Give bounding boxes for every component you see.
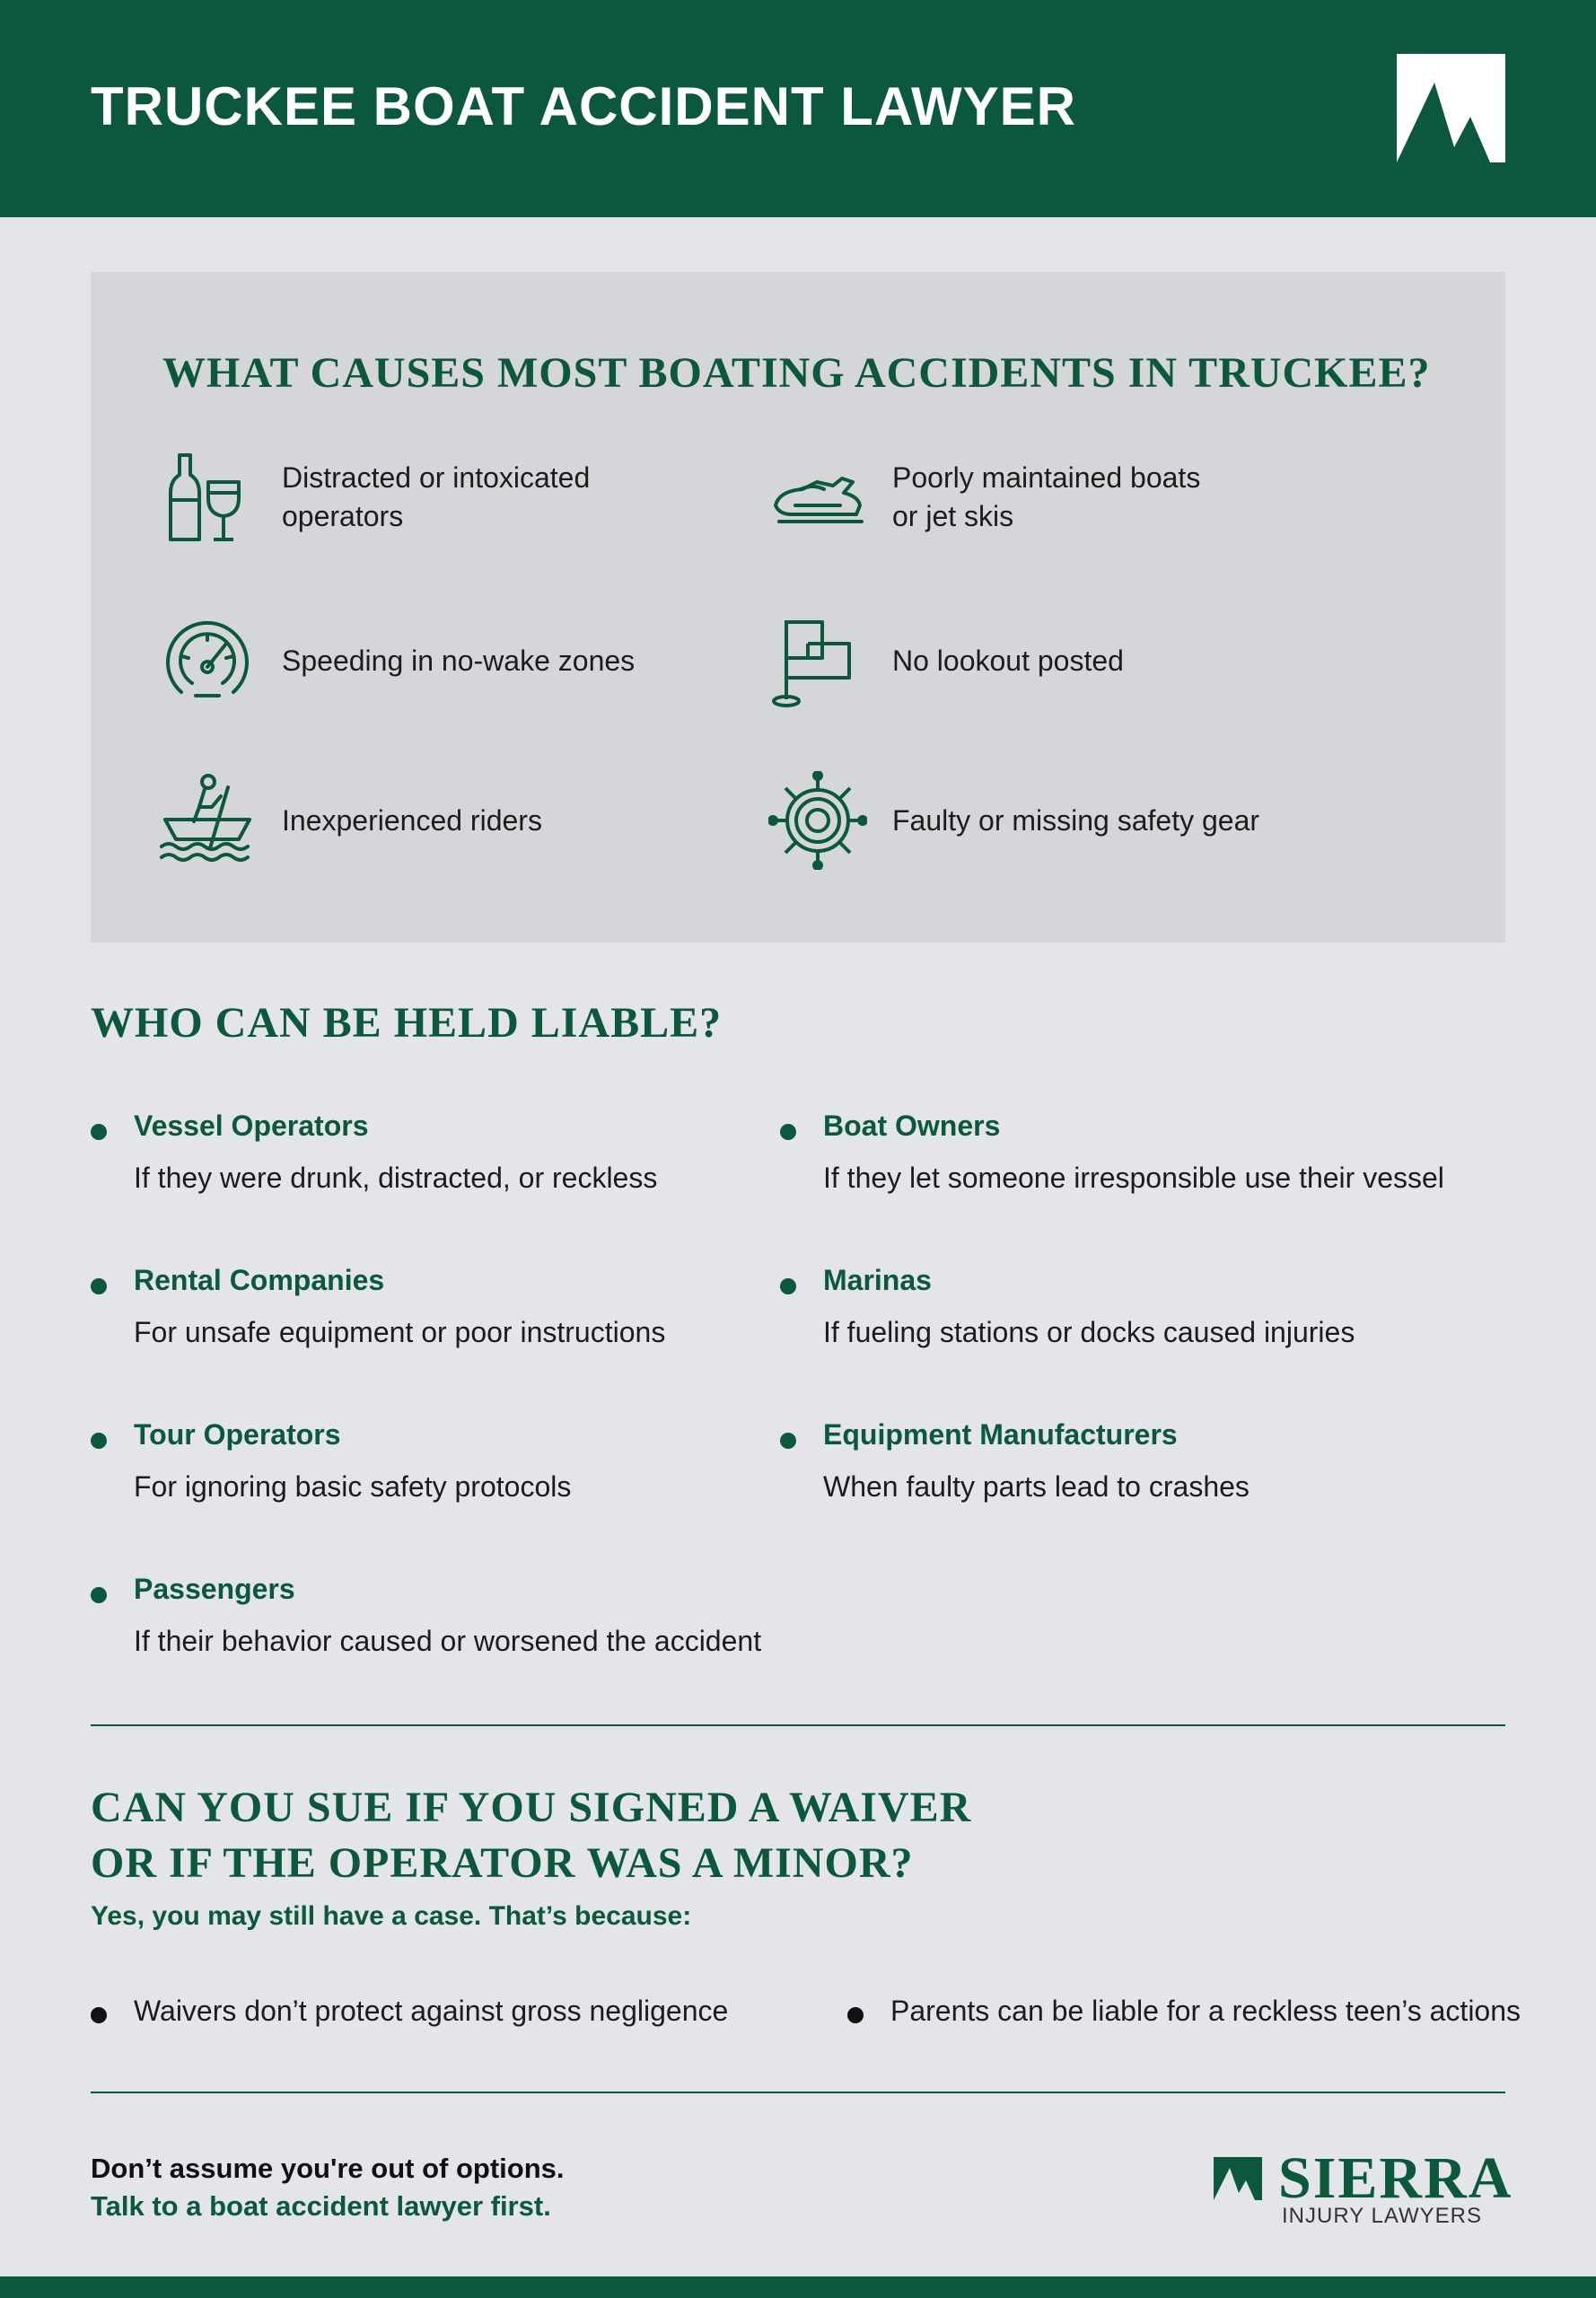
mountain-logo-icon: [1214, 2157, 1262, 2200]
bullet-dot: [91, 1587, 107, 1603]
liable-desc: If they let someone irresponsible use their vessel: [823, 1162, 1444, 1194]
cause-item: [768, 448, 1200, 547]
page-title: TRUCKEE BOAT ACCIDENT LAWYER: [91, 76, 1076, 136]
liable-title: Equipment Manufacturers: [823, 1418, 1178, 1451]
liable-desc: For ignoring basic safety protocols: [134, 1470, 572, 1503]
footer-bar: [0, 2276, 1596, 2298]
ship-wheel-icon: [768, 771, 867, 870]
liable-title: Boat Owners: [823, 1110, 1001, 1142]
cause-item: [768, 771, 1259, 870]
bullet-dot: [91, 1433, 107, 1449]
brand-logo: [1214, 2145, 1513, 2231]
cause-text: Inexperienced riders: [282, 803, 542, 837]
liable-desc: If fueling stations or docks caused injuries: [823, 1316, 1355, 1348]
waiver-heading: CAN YOU SUE IF YOU SIGNED A WAIVER OR IF THE OPERATOR WAS A MINOR?: [91, 1784, 972, 1887]
liable-desc: If they were drunk, distracted, or reckless: [134, 1162, 658, 1194]
header-banner: [0, 0, 1596, 217]
bullet-dot: [91, 1124, 107, 1140]
mountain-logo-icon: [1397, 54, 1505, 162]
cause-text: Distracted or intoxicated operators: [282, 461, 591, 532]
bullet-dot: [780, 1124, 796, 1140]
bullet-dot: [780, 1278, 796, 1294]
footer-callout: Don’t assume you're out of options.: [91, 2153, 565, 2184]
section-divider: [91, 1724, 1505, 1726]
cause-text: Faulty or missing safety gear: [892, 803, 1260, 837]
bullet-dot: [91, 1278, 107, 1294]
liable-title: Tour Operators: [134, 1418, 341, 1451]
cause-text: Speeding in no-wake zones: [282, 644, 636, 677]
cause-item: [158, 771, 542, 870]
bottle-glass-icon: [158, 448, 257, 547]
cause-text: No lookout posted: [892, 644, 1124, 677]
cause-item: [158, 611, 635, 710]
causes-panel: [91, 272, 1505, 943]
liable-title: Rental Companies: [134, 1264, 385, 1296]
liable-desc: When faulty parts lead to crashes: [823, 1470, 1250, 1503]
brand-name: SIERRA: [1278, 2145, 1513, 2211]
liable-title: Vessel Operators: [134, 1110, 369, 1142]
rowboat-icon: [158, 771, 257, 870]
bullet-dot: [91, 2007, 107, 2023]
causes-heading: WHAT CAUSES MOST BOATING ACCIDENTS IN TRUCKEE?: [162, 349, 1431, 397]
liable-title: Passengers: [134, 1573, 295, 1605]
brand-tagline: INJURY LAWYERS: [1282, 2204, 1482, 2228]
flag-icon: [768, 611, 867, 710]
speedometer-icon: [158, 611, 257, 710]
waiver-subheading: Yes, you may still have a case. That’s because:: [91, 1901, 692, 1931]
section-divider: [91, 2092, 1505, 2093]
cause-item: [158, 448, 590, 547]
cause-item: [768, 611, 1124, 710]
liable-heading: WHO CAN BE HELD LIABLE?: [91, 999, 723, 1047]
jet-ski-icon: [768, 448, 867, 547]
cause-text: Poorly maintained boats or jet skis: [892, 461, 1201, 532]
bullet-dot: [847, 2007, 864, 2023]
bullet-dot: [780, 1433, 796, 1449]
footer-cta: Talk to a boat accident lawyer first.: [91, 2190, 551, 2222]
liable-desc: If their behavior caused or worsened the accident: [134, 1625, 762, 1657]
liable-desc: For unsafe equipment or poor instructions: [134, 1316, 666, 1348]
liable-title: Marinas: [823, 1264, 932, 1296]
